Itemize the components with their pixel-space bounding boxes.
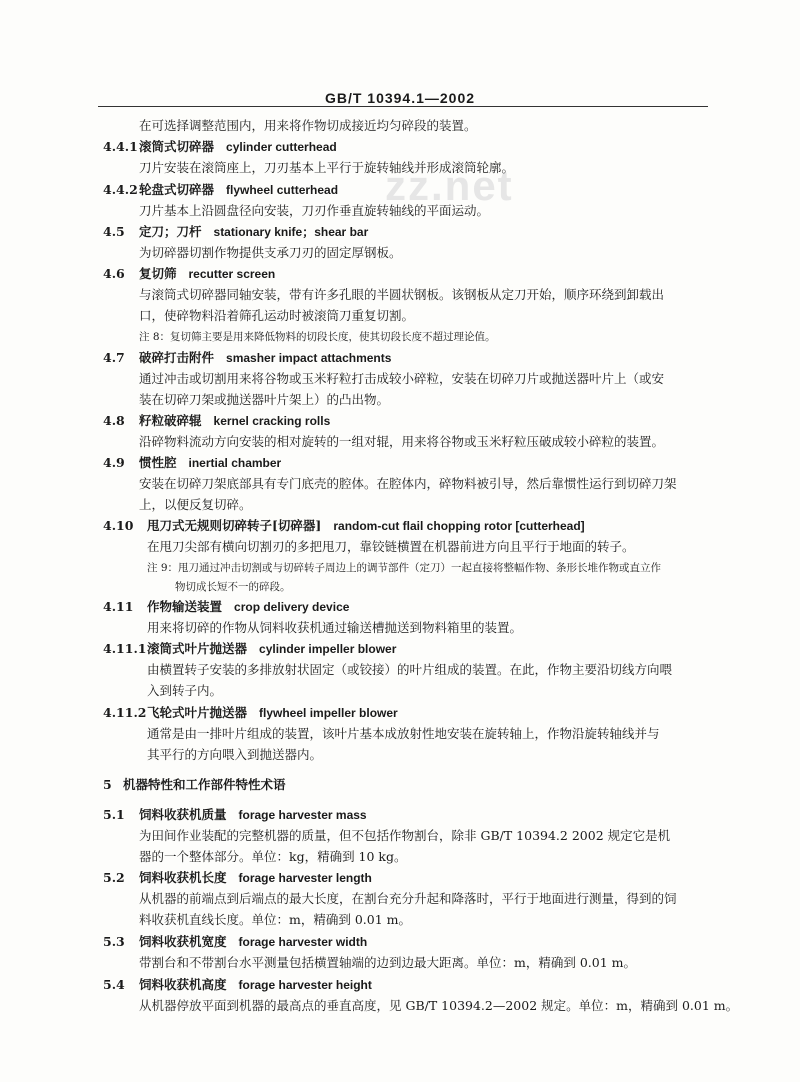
clause-number: 4.11.1 xyxy=(103,641,147,656)
term-zh: 滚筒式叶片抛送器 xyxy=(147,641,248,656)
term-zh: 破碎打击附件 xyxy=(139,350,215,365)
clause-number: 4.5 xyxy=(103,224,125,239)
definition: 用来将切碎的作物从饲料收获机通过输送槽抛送到物料箱里的装置。 xyxy=(147,620,523,635)
clause-number: 5.1 xyxy=(103,807,125,822)
term-zh: 轮盘式切碎器 xyxy=(139,182,215,197)
term-zh: 定刀；刀杆 xyxy=(139,224,202,239)
definition-cont: 入到转子内。 xyxy=(147,683,223,698)
term-en: smasher impact attachments xyxy=(226,351,392,365)
definition: 从机器的前端点到后端点的最大长度，在割台充分升起和降落时，平行于地面进行测量，得到的饲 xyxy=(139,891,677,906)
definition-cont: 料收获机直线长度。单位：m，精确到 0.01 m。 xyxy=(139,912,411,927)
clause-number: 4.4.1 xyxy=(103,139,138,154)
term-en: random-cut flail chopping rotor [cutterhead] xyxy=(333,519,585,533)
section-title: 机器特性和工作部件特性术语 xyxy=(123,777,286,792)
clause-number: 4.6 xyxy=(103,266,125,281)
definition: 为切碎器切割作物提供支承刀刃的固定厚钢板。 xyxy=(139,245,402,260)
clause-number: 5.2 xyxy=(103,870,125,885)
definition-cont: 口，使碎物料沿着筛孔运动时被滚筒刀重复切割。 xyxy=(139,308,415,323)
definition-cont: 器的一个整体部分。单位：kg，精确到 10 kg。 xyxy=(139,849,407,864)
term-zh: 飞轮式叶片抛送器 xyxy=(147,705,248,720)
term-en: cylinder impeller blower xyxy=(259,642,397,656)
header-rule xyxy=(98,106,708,107)
definition: 在甩刀尖部有横向切割刃的多把甩刀，靠铰链横置在机器前进方向且平行于地面的转子。 xyxy=(147,539,635,554)
term-en: kernel cracking rolls xyxy=(213,414,331,428)
term-en: forage harvester height xyxy=(238,978,372,992)
definition-cont: 其平行的方向喂入到抛送器内。 xyxy=(147,747,323,762)
definition: 由横置转子安装的多排放射状固定（或铰接）的叶片组成的装置。在此，作物主要沿切线方向喂 xyxy=(147,662,673,677)
definition: 沿碎物料流动方向安装的相对旋转的一组对辊，用来将谷物或玉米籽粒压破成较小碎粒的装置。 xyxy=(139,434,665,449)
definition-cont: 上，以便反复切碎。 xyxy=(139,497,252,512)
definition: 通常是由一排叶片组成的装置，该叶片基本成放射性地安装在旋转轴上，作物沿旋转轴线并与 xyxy=(147,726,660,741)
term-zh: 饲料收获机长度 xyxy=(139,870,227,885)
definition: 刀片基本上沿圆盘径向安装，刀刃作垂直旋转轴线的平面运动。 xyxy=(139,203,490,218)
term-en: recutter screen xyxy=(188,267,276,281)
watermark: zz.net xyxy=(385,162,514,209)
term-en: forage harvester mass xyxy=(238,808,367,822)
term-zh: 籽粒破碎辊 xyxy=(139,413,202,428)
term-zh: 饲料收获机质量 xyxy=(139,807,227,822)
clause-number: 4.7 xyxy=(103,350,125,365)
clause-number: 4.4.2 xyxy=(103,182,138,197)
term-zh: 作物输送装置 xyxy=(147,599,223,614)
term-en: crop delivery device xyxy=(234,600,350,614)
term-en: forage harvester length xyxy=(238,871,372,885)
clause-number: 4.11.2 xyxy=(103,705,147,720)
section-number: 5 xyxy=(103,777,112,792)
clause-number: 4.11 xyxy=(103,599,134,614)
term-zh: 饲料收获机高度 xyxy=(139,977,227,992)
term-zh: 甩刀式无规则切碎转子[切碎器] xyxy=(147,518,322,533)
note-9: 注 9：甩刀通过冲击切割或与切碎转子周边上的调节部件（定刀）一起直接将整幅作物、条形长堆作物或直立作 xyxy=(147,562,662,574)
term-zh: 复切筛 xyxy=(139,266,177,281)
term-en: inertial chamber xyxy=(188,456,282,470)
definition: 与滚筒式切碎器同轴安装，带有许多孔眼的半圆状钢板。该钢板从定刀开始，顺序环绕到卸载出 xyxy=(139,287,665,302)
term-zh: 惯性腔 xyxy=(139,455,177,470)
term-en: stationary knife；shear bar xyxy=(213,225,369,239)
clause-number: 5.3 xyxy=(103,934,125,949)
definition: 安装在切碎刀架底部具有专门底壳的腔体。在腔体内，碎物料被引导，然后靠惯性运行到切碎刀架 xyxy=(139,476,677,491)
term-en: flywheel cutterhead xyxy=(226,183,339,197)
definition: 通过冲击或切割用来将谷物或玉米籽粒打击成较小碎粒，安装在切碎刀片或抛送器叶片上（或安 xyxy=(139,371,665,386)
clause-number: 4.9 xyxy=(103,455,125,470)
term-en: flywheel impeller blower xyxy=(259,706,398,720)
definition: 从机器停放平面到机器的最高点的垂直高度，见 GB/T 10394.2—2002 规定。单位：m，精确到 0.01 m。 xyxy=(139,998,739,1013)
term-en: forage harvester width xyxy=(238,935,368,949)
definition: 为田间作业装配的完整机器的质量，但不包括作物割台，除非 GB/T 10394.2 2002 规定它是机 xyxy=(139,828,671,843)
clause-number: 4.10 xyxy=(103,518,134,533)
definition: 带割台和不带割台水平测量包括横置轴端的边到边最大距离。单位：m，精确到 0.01 m。 xyxy=(139,955,636,970)
term-en: cylinder cutterhead xyxy=(226,140,337,154)
definition: 刀片安装在滚筒座上，刀刃基本上平行于旋转轴线并形成滚筒轮廓。 xyxy=(139,160,515,175)
clause-number: 4.8 xyxy=(103,413,125,428)
page-header: GB/T 10394.1—2002 xyxy=(324,90,476,106)
term-zh: 滚筒式切碎器 xyxy=(139,139,215,154)
term-zh: 饲料收获机宽度 xyxy=(139,934,227,949)
note-9-cont: 物切成长短不一的碎段。 xyxy=(175,581,291,593)
clause-number: 5.4 xyxy=(103,977,125,992)
definition-cont: 装在切碎刀架或抛送器叶片架上）的凸出物。 xyxy=(139,392,390,407)
intro-text: 在可选择调整范围内，用来将作物切成接近均匀碎段的装置。 xyxy=(139,118,477,133)
note-8: 注 8：复切筛主要是用来降低物料的切段长度，使其切段长度不超过理论值。 xyxy=(139,331,496,343)
